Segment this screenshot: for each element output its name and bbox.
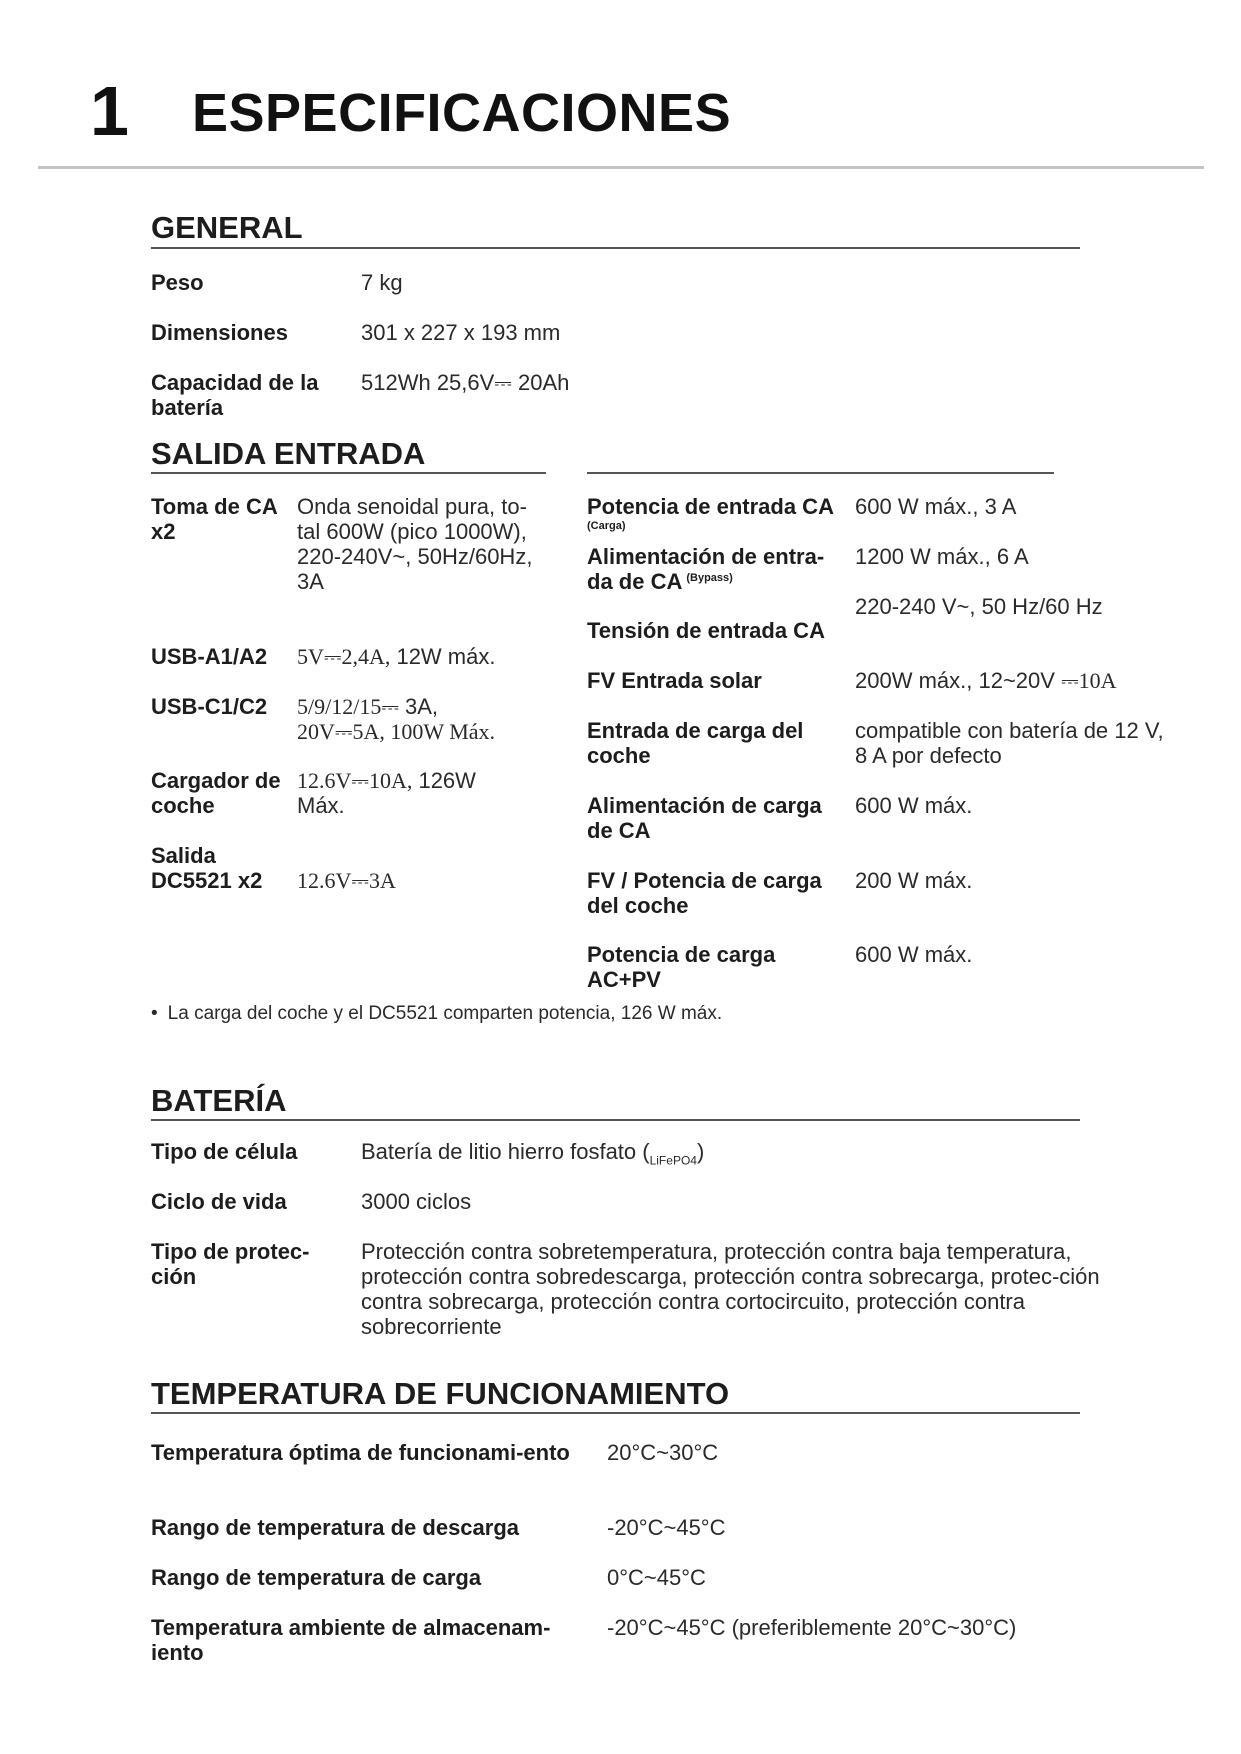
input-value-alimentacion-ca: 1200 W máx., 6 A <box>855 544 1029 569</box>
temp-label-almacenamiento: Temperatura ambiente de almacenam-iento <box>151 1615 551 1665</box>
input-value-potencia-ca: 600 W máx., 3 A <box>855 494 1017 519</box>
spec-value-capacidad: 512Wh 25,6V⎓ 20Ah <box>361 370 570 395</box>
input-label-potencia-ac-pv: Potencia de carga AC+PV <box>587 942 776 992</box>
footnote-text: La carga del coche y el DC5521 comparten potencia, 126 W máx. <box>167 1003 723 1024</box>
section-divider-salida <box>151 472 546 474</box>
temp-label-optima: Temperatura óptima de funcionami-ento <box>151 1440 570 1465</box>
input-value-carga-coche: compatible con batería de 12 V, 8 A por defecto <box>855 718 1164 768</box>
temp-value-descarga: -20°C~45°C <box>607 1515 726 1540</box>
input-label-alimentacion-ca <box>587 544 849 594</box>
output-value-usb-c-line2: 20V⎓5A, 100W Máx. <box>297 719 496 744</box>
input-label-potencia-ca-text: Potencia de entrada CA <box>587 494 834 519</box>
input-label-alimentacion-carga-ca: Alimentación de carga de CA <box>587 793 822 843</box>
input-value-alimentacion-carga-ca: 600 W máx. <box>855 793 973 818</box>
battery-label-tipo-celula: Tipo de célula <box>151 1139 298 1164</box>
input-value-potencia-ac-pv: 600 W máx. <box>855 942 973 967</box>
spec-value-dimensiones: 301 x 227 x 193 mm <box>361 320 561 345</box>
output-value-usb-c <box>297 694 547 744</box>
input-label-potencia-ca-tag: (Carga) <box>587 520 626 532</box>
output-label-toma-ca: Toma de CA x2 <box>151 494 277 544</box>
temp-value-optima: 20°C~30°C <box>607 1440 719 1465</box>
output-label-cargador-coche: Cargador de coche <box>151 768 281 818</box>
output-label-salida-dc-line1: Salida <box>151 843 216 868</box>
footnote <box>151 1003 722 1025</box>
output-value-usb-c-main: 5/9/12/15⎓ <box>297 694 399 719</box>
battery-value-tipo-celula <box>361 1139 705 1168</box>
input-value-fv-solar-main: 200W máx., 12~20V <box>855 668 1062 693</box>
spec-label-peso: Peso <box>151 270 204 295</box>
output-value-cargador-coche <box>297 768 547 818</box>
section-title-temperatura: TEMPERATURA DE FUNCIONAMIENTO <box>151 1376 730 1411</box>
battery-label-ciclo-vida: Ciclo de vida <box>151 1189 287 1214</box>
section-divider-general <box>151 247 1080 249</box>
input-label-alimentacion-ca-tag: (Bypass) <box>686 571 733 584</box>
battery-value-tipo-celula-end: ) <box>696 1139 705 1164</box>
input-label-carga-coche: Entrada de carga del coche <box>587 718 804 768</box>
section-divider-temperatura <box>151 1412 1080 1414</box>
section-divider-entrada <box>587 472 1054 474</box>
bullet-icon: • <box>151 1003 158 1024</box>
output-label-usb-c: USB-C1/C2 <box>151 694 268 719</box>
input-label-fv-solar: FV Entrada solar <box>587 668 762 693</box>
output-value-cargador-rest: 126W <box>412 768 476 793</box>
output-value-salida-dc: 12.6V⎓3A <box>297 868 396 893</box>
temp-value-almacenamiento: -20°C~45°C (preferiblemente 20°C~30°C) <box>607 1615 1017 1640</box>
section-title-bateria: BATERÍA <box>151 1083 287 1118</box>
chapter-divider <box>38 166 1204 169</box>
temp-label-carga: Rango de temperatura de carga <box>151 1565 482 1590</box>
section-title-general: GENERAL <box>151 210 303 245</box>
battery-label-proteccion: Tipo de protec-ción <box>151 1239 310 1289</box>
output-value-cargador-main: 12.6V⎓10A, <box>297 768 413 793</box>
battery-value-ciclo-vida: 3000 ciclos <box>361 1189 472 1214</box>
input-label-tension-ca: Tensión de entrada CA <box>587 618 825 643</box>
spec-value-peso: 7 kg <box>361 270 403 295</box>
section-divider-bateria <box>151 1119 1080 1121</box>
input-label-potencia-ca <box>587 494 847 533</box>
output-value-usb-a <box>297 644 495 669</box>
spec-label-dimensiones: Dimensiones <box>151 320 288 345</box>
output-label-usb-a: USB-A1/A2 <box>151 644 268 669</box>
temp-label-descarga: Rango de temperatura de descarga <box>151 1515 520 1540</box>
battery-value-tipo-celula-text: Batería de litio hierro fosfato ( <box>361 1139 650 1164</box>
output-value-cargador-line2: Máx. <box>297 793 345 818</box>
input-label-alimentacion-ca-text: Alimentación de entra-da de CA <box>587 544 825 594</box>
spec-label-capacidad: Capacidad de la batería <box>151 370 319 420</box>
output-value-usb-a-rest: 12W máx. <box>390 644 496 669</box>
temp-value-carga: 0°C~45°C <box>607 1565 706 1590</box>
chapter-title: ESPECIFICACIONES <box>192 83 732 143</box>
input-value-tension-ca: 220-240 V~, 50 Hz/60 Hz <box>855 594 1103 619</box>
output-value-usb-c-rest: 3A, <box>398 694 439 719</box>
output-value-usb-a-main: 5V⎓2,4A, <box>297 644 391 669</box>
output-label-salida-dc-line2: DC5521 x2 <box>151 868 263 893</box>
input-value-fv-potencia-coche: 200 W máx. <box>855 868 973 893</box>
input-value-fv-solar-serif: ⎓10A <box>1061 668 1117 693</box>
battery-value-chem: LiFePO4 <box>649 1153 697 1168</box>
output-value-toma-ca: Onda senoidal pura, to-tal 600W (pico 1000W), 220-240V~, 50Hz/60Hz, 3A <box>297 494 533 594</box>
battery-value-proteccion: Protección contra sobretemperatura, protección contra baja temperatura, protección contra sobredescarga, protección contra sobrecarga, protec-ción contra sobrecarga, protección contra cortocircuito, protección contra sobrecorriente <box>361 1239 1100 1339</box>
output-label-salida-dc <box>151 843 262 893</box>
input-label-fv-potencia-coche: FV / Potencia de carga del coche <box>587 868 822 918</box>
section-title-salida-entrada: SALIDA ENTRADA <box>151 436 426 471</box>
chapter-number: 1 <box>90 72 129 150</box>
input-value-fv-solar <box>855 668 1117 693</box>
